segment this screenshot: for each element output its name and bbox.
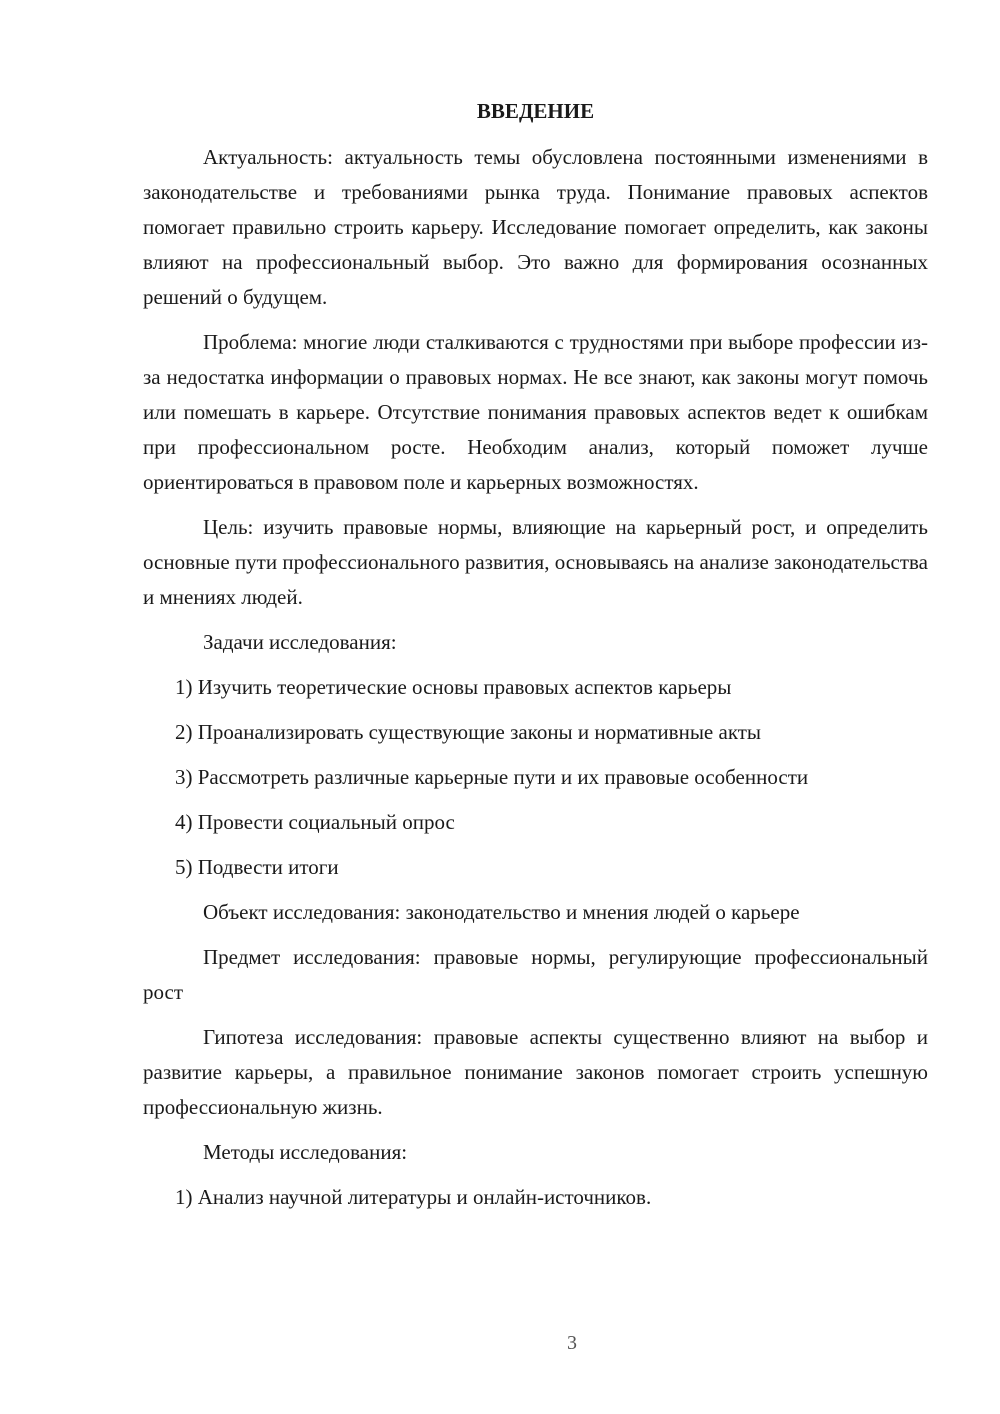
hypothesis-paragraph: Гипотеза исследования: правовые аспекты существенно влияют на выбор и развитие карьеры, а правильное понимание законов помогает строить успешную профессиональную жизнь. — [143, 1025, 928, 1119]
problem-paragraph: Проблема: многие люди сталкиваются с трудностями при выборе профессии из-за недостатка информации о правовых нормах. Не все знают, как законы могут помочь или помешать в карьере. Отсутствие понимания правовых аспектов ведет к ошибкам при профессиональном росте. Необходим анализ, который поможет лучше ориентироваться в правовом поле и карьерных возможностях. — [143, 330, 928, 494]
document-page — [143, 96, 928, 1225]
subject-paragraph: Предмет исследования: правовые нормы, регулирующие профессиональный рост — [143, 945, 928, 1004]
task-item: 4) Провести социальный опрос — [175, 810, 455, 834]
section-heading: ВВЕДЕНИЕ — [476, 99, 595, 123]
relevance-paragraph: Актуальность: актуальность темы обусловлена постоянными изменениями в законодательстве и требованиями рынка труда. Понимание правовых аспектов помогает правильно строить карьеру. Исследование помогает определить, как законы влияют на профессиональный выбор. Это важно для формирования осознанных решений о будущем. — [143, 145, 928, 309]
task-item: 3) Рассмотреть различные карьерные пути и их правовые особенности — [175, 765, 809, 789]
task-item: 5) Подвести итоги — [175, 855, 339, 879]
task-item: 2) Проанализировать существующие законы и нормативные акты — [175, 720, 762, 744]
object-line: Объект исследования: законодательство и мнения людей о карьере — [203, 900, 800, 924]
tasks-title: Задачи исследования: — [203, 630, 397, 654]
task-item: 1) Изучить теоретические основы правовых аспектов карьеры — [175, 675, 732, 699]
page-number: 3 — [567, 1332, 577, 1354]
method-item: 1) Анализ научной литературы и онлайн-источников. — [175, 1185, 652, 1209]
methods-title: Методы исследования: — [203, 1140, 408, 1164]
goal-paragraph: Цель: изучить правовые нормы, влияющие на карьерный рост, и определить основные пути профессионального развития, основываясь на анализе законодательства и мнениях людей. — [143, 515, 928, 609]
